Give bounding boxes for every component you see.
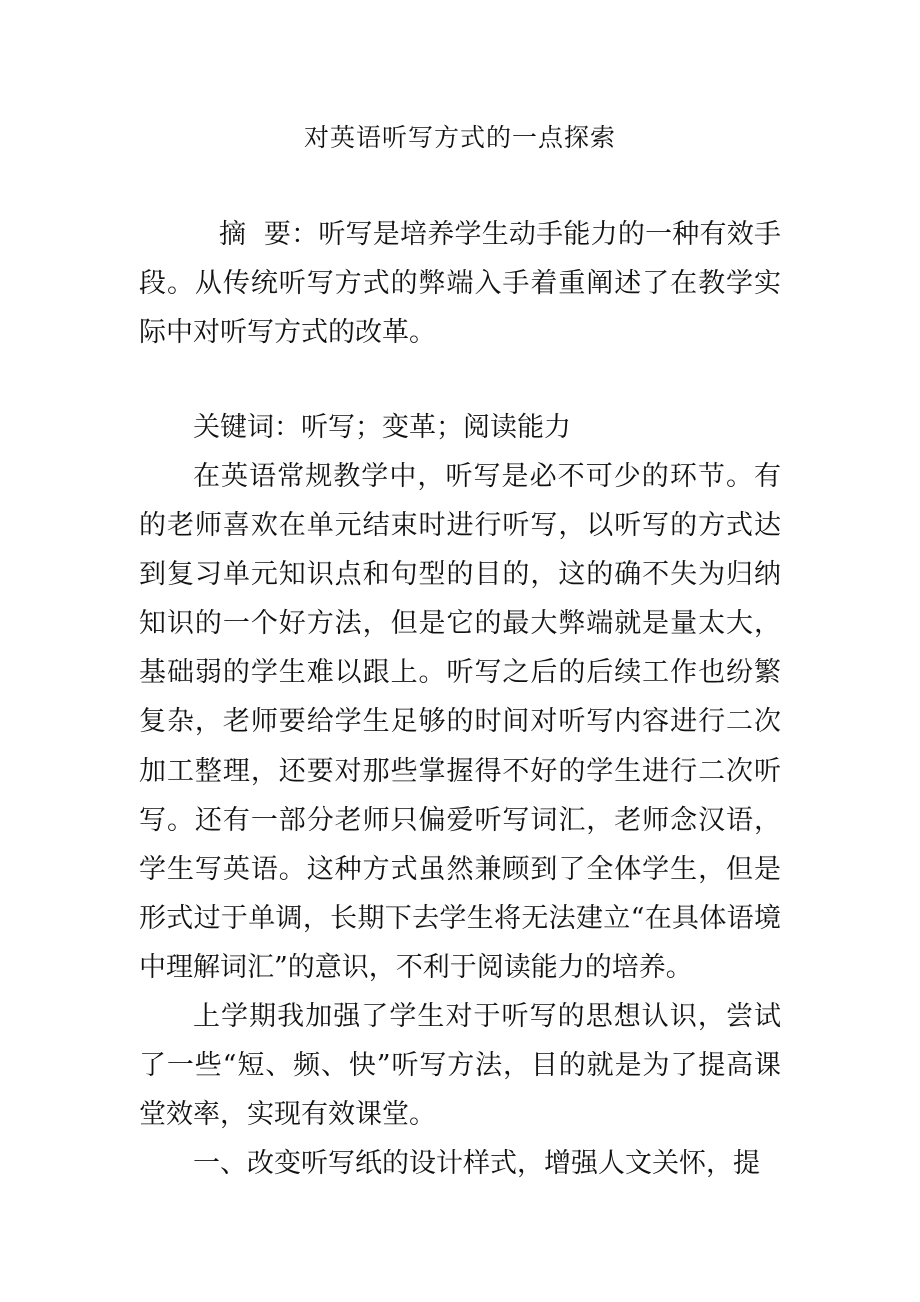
- body-paragraph-1: 在英语常规教学中，听写是必不可少的环节。有的老师喜欢在单元结束时进行听写，以听写的方式达到复习单元知识点和句型的目的，这的确不失为归纳知识的一个好方法，但是它的最大弊端就是量太大，基础弱的学生难以跟上。听写之后的后续工作也纷繁复杂，老师要给学生足够的时间对听写内容进行二次加工整理，还要对那些掌握得不好的学生进行二次听写。还有一部分老师只偏爱听写词汇，老师念汉语，学生写英语。这种方式虽然兼顾到了全体学生，但是形式过于单调，长期下去学生将无法建立“在具体语境中理解词汇”的意识，不利于阅读能力的培养。: [139, 461, 781, 983]
- document-title: 对英语听写方式的一点探索: [303, 123, 616, 152]
- keywords-block: [139, 403, 781, 452]
- body-paragraph-2: 上学期我加强了学生对于听写的思想认识，尝试了一些“短、频、快”听写方法，目的就是为了提高课堂效率，实现有效课堂。: [139, 1001, 781, 1131]
- abstract-paragraph: 摘 要：听写是培养学生动手能力的一种有效手段。从传统听写方式的弊端入手着重阐述了在教学实际中对听写方式的改革。: [139, 219, 781, 349]
- main-text: [139, 452, 781, 1188]
- keywords-line: 关键词：听写；变革；阅读能力: [193, 412, 571, 443]
- body-paragraph-3: 一、改变听写纸的设计样式，增强人文关怀，提: [193, 1148, 760, 1180]
- abstract-block: [139, 210, 781, 357]
